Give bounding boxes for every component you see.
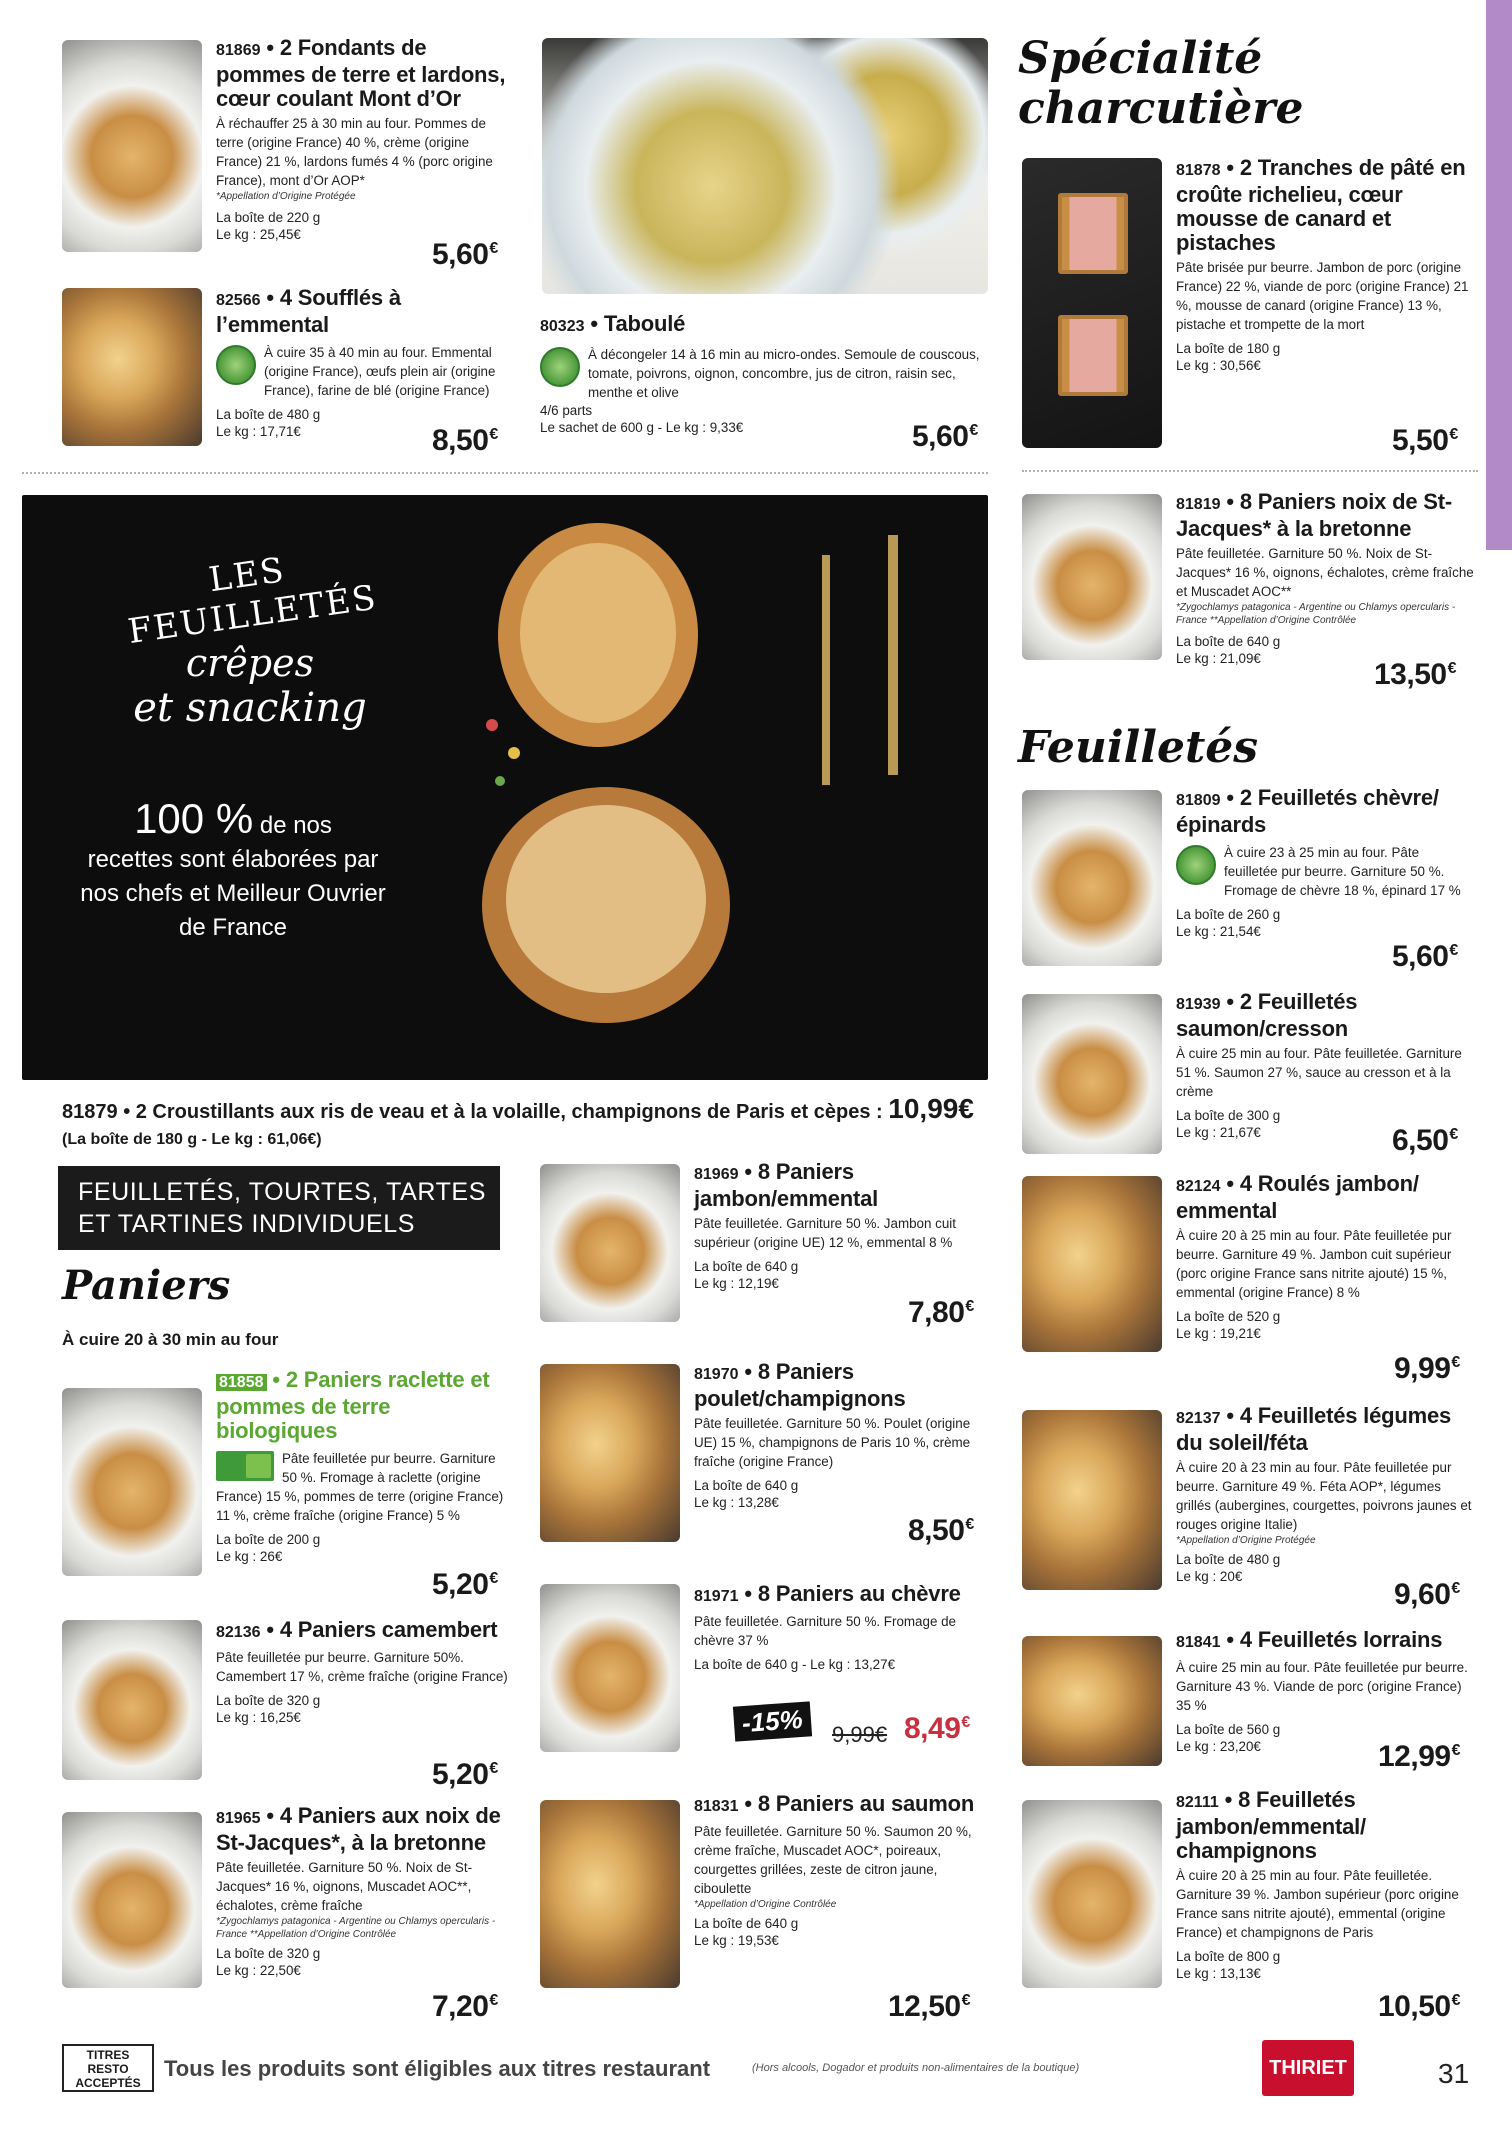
category-heading: FEUILLETÉS, TOURTES, TARTES ET TARTINES INDIVIDUELS [58, 1166, 500, 1250]
banner-title-line1: LES FEUILLETÉS [125, 550, 380, 653]
product-weight: Le sachet de 600 g - Le kg : 9,33€ [540, 420, 744, 435]
resto-logo: TITRES RESTO ACCEPTÉS [62, 2044, 154, 2092]
product-photo [1022, 494, 1162, 660]
product-title: 81858 • 2 Paniers raclette et pommes de terre biologiques [216, 1367, 490, 1443]
product-kg: Le kg : 30,56€ [1176, 358, 1261, 373]
product-parts: 4/6 parts [540, 403, 593, 418]
knife-icon [888, 535, 898, 775]
product-weight: La boîte de 480 g [1176, 1552, 1281, 1567]
product-photo [1022, 790, 1162, 966]
product-desc: Pâte feuilletée. Garniture 50 %. Noix de St-Jacques* 16 %, oignons, Muscadet AOC**, échalotes, crème fraîche [216, 1860, 473, 1913]
quality-badge-icon [216, 345, 256, 385]
product-photo [1022, 1410, 1162, 1590]
product-note: *Zygochlamys patagonica - Argentine ou Chlamys opercularis - France **Appellation d’Origine Contrôlée [1176, 602, 1456, 626]
product-photo [540, 1364, 680, 1542]
product-photo [62, 288, 202, 446]
product-kg: Le kg : 13,13€ [1176, 1966, 1261, 1981]
product-kg: Le kg : 21,54€ [1176, 924, 1261, 939]
product-weight: La boîte de 180 g [1176, 341, 1281, 356]
footer-text: Tous les produits sont éligibles aux titres restaurant [164, 2056, 711, 2081]
product-title: 81878 • 2 Tranches de pâté en croûte richelieu, cœur mousse de canard et pistaches [1176, 155, 1466, 255]
product-price: 8,49€ [904, 1712, 970, 1745]
brand-logo: THIRIET [1262, 2040, 1354, 2096]
croustillant-detail: (La boîte de 180 g - Le kg : 61,06€) [62, 1131, 322, 1148]
banner-title-line3: et snacking [133, 685, 367, 731]
product-desc: À cuire 20 à 23 min au four. Pâte feuilletée pur beurre. Garniture 49 %. Féta AOP*, légumes grillés (aubergines, courgettes, poivrons jaunes et rouges origine Italie) [1176, 1460, 1472, 1532]
product-title: 82137 • 4 Feuilletés légumes du soleil/féta [1176, 1403, 1452, 1455]
old-price: 9,99€ [832, 1722, 888, 1747]
product-price: 7,20€ [432, 1990, 498, 2023]
product-photo [62, 1620, 202, 1780]
product-kg: Le kg : 26€ [216, 1549, 283, 1564]
product-title: 81969 • 8 Paniers jambon/emmental [694, 1159, 879, 1211]
product-photo [1022, 1800, 1162, 1988]
product-kg: Le kg : 21,09€ [1176, 651, 1261, 666]
product-photo [1022, 1176, 1162, 1352]
product-price: 7,80€ [908, 1296, 974, 1329]
product-photo [1022, 994, 1162, 1154]
product-desc: À réchauffer 25 à 30 min au four. Pommes de terre (origine France) 40 %, crème (origine France) 21 %, lardons fumés 4 % (porc origine France), mont d’Or AOP* [216, 116, 493, 188]
product-note: *Appellation d’Origine Protégée [216, 191, 356, 202]
section-paniers-sub: À cuire 20 à 30 min au four [62, 1330, 279, 1349]
product-price: 5,60€ [432, 238, 498, 271]
product-weight: La boîte de 200 g [216, 1532, 321, 1547]
product-title: 81819 • 8 Paniers noix de St-Jacques* à la bretonne [1176, 489, 1453, 541]
banner-text: recettes sont élaborées par nos chefs et Meilleur Ouvrier de France [80, 846, 386, 941]
product-photo [542, 38, 988, 294]
product-title: 81841 • 4 Feuilletés lorrains [1176, 1627, 1443, 1652]
product-kg: Le kg : 19,53€ [694, 1933, 779, 1948]
footer [0, 2040, 1512, 2142]
product-title: 81939 • 2 Feuilletés saumon/cresson [1176, 989, 1358, 1041]
product-desc: Pâte feuilletée. Garniture 50 %. Noix de St-Jacques* 16 %, oignons, échalotes, crème fraîche et Muscadet AOC** [1176, 546, 1474, 599]
product-weight: La boîte de 320 g [216, 1946, 321, 1961]
product-weight: La boîte de 260 g [1176, 907, 1281, 922]
croustillant-line[interactable] [62, 1093, 982, 1153]
product-price: 13,50€ [1374, 658, 1456, 691]
product-price: 9,99€ [1394, 1352, 1460, 1385]
product-kg: Le kg : 16,25€ [216, 1710, 301, 1725]
product-price: 10,50€ [1378, 1990, 1460, 2023]
croustillant-text: • 2 Croustillants aux ris de veau et à la volaille, champignons de Paris et cèpes : [123, 1101, 883, 1123]
discount-badge: -15% [733, 1701, 812, 1741]
product-weight: La boîte de 320 g [216, 1693, 321, 1708]
product-photo [540, 1164, 680, 1322]
product-title: 82136 • 4 Paniers camembert [216, 1617, 498, 1642]
product-title: 82111 • 8 Feuilletés jambon/emmental/ champignons [1176, 1787, 1366, 1863]
product-kg: Le kg : 20€ [1176, 1569, 1243, 1584]
croustillant-code: 81879 [62, 1101, 118, 1123]
product-title: 81869 • 2 Fondants de pommes de terre et lardons, cœur coulant Mont d’Or [216, 35, 506, 111]
product-desc: Pâte feuilletée. Garniture 50 %. Jambon cuit supérieur (origine UE) 12 %, emmental 8 % [694, 1216, 957, 1250]
divider [1022, 470, 1478, 472]
section-paniers: Paniers [62, 1262, 231, 1309]
product-price: 9,60€ [1394, 1578, 1460, 1611]
product-desc: À cuire 35 à 40 min au four. Emmental (origine France), œufs plein air (origine France), farine de blé (origine France) [264, 345, 496, 398]
product-desc: À cuire 20 à 25 min au four. Pâte feuilletée pur beurre. Garniture 49 %. Jambon cuit supérieur (porc origine France sans nitrite ajouté) 15 %, emmental (origine France) 8 % [1176, 1228, 1452, 1300]
product-photo [540, 1584, 680, 1752]
purple-strip [1486, 0, 1512, 550]
product-title: 82124 • 4 Roulés jambon/ emmental [1176, 1171, 1419, 1223]
product-price: 12,50€ [888, 1990, 970, 2023]
product-desc: À cuire 20 à 25 min au four. Pâte feuilletée. Garniture 39 %. Jambon supérieur (porc origine France sans nitrite ajouté), emmental (origine France) et champignons de Paris [1176, 1868, 1459, 1940]
product-desc: À décongeler 14 à 16 min au micro-ondes. Semoule de couscous, tomate, poivrons, oignon, concombre, jus de citron, raisin sec, menthe et olive [588, 347, 980, 400]
page-number: 31 [1438, 2058, 1470, 2089]
product-price: 5,60€ [912, 420, 978, 453]
product-kg: Le kg : 22,50€ [216, 1963, 301, 1978]
feuillete-top-inner [520, 543, 676, 723]
product-title: 80323 • Taboulé [540, 311, 686, 336]
product-weight: La boîte de 640 g [694, 1478, 799, 1493]
product-note: *Appellation d’Origine Contrôlée [694, 1899, 837, 1910]
section-feuilletes: Feuilletés [1018, 722, 1259, 773]
product-price: 8,50€ [908, 1514, 974, 1547]
product-photo [1022, 1636, 1162, 1766]
product-title: 81970 • 8 Paniers poulet/champignons [694, 1359, 906, 1411]
footer-note: (Hors alcools, Dogador et produits non-alimentaires de la boutique) [752, 2062, 1080, 2074]
organic-label-icon [216, 1451, 274, 1481]
product-price: 12,99€ [1378, 1740, 1460, 1773]
croustillant-price: 10,99€ [888, 1093, 974, 1124]
product-price: 5,20€ [432, 1758, 498, 1791]
product-weight: La boîte de 640 g [1176, 634, 1281, 649]
banner-pct-tail: de nos [253, 812, 332, 839]
product-weight: La boîte de 520 g [1176, 1309, 1281, 1324]
product-note: *Zygochlamys patagonica - Argentine ou Chlamys opercularis - France **Appellation d’Origine Contrôlée [216, 1916, 496, 1940]
banner-title-line2: crêpes [185, 641, 315, 685]
product-price: 5,20€ [432, 1568, 498, 1601]
feuillete-bottom-inner [506, 805, 706, 993]
product-weight: La boîte de 640 g [694, 1916, 799, 1931]
product-weight: La boîte de 480 g [216, 407, 321, 422]
product-desc: Pâte feuilletée. Garniture 50 %. Poulet (origine UE) 15 %, champignons de Paris 10 %, crème fraîche (origine France) [694, 1416, 971, 1469]
section-specialite: Spécialité charcutière [1018, 33, 1304, 134]
product-kg: Le kg : 25,45€ [216, 227, 301, 242]
product-note: *Appellation d’Origine Protégée [1176, 1535, 1316, 1546]
product-weight: La boîte de 640 g - Le kg : 13,27€ [694, 1657, 896, 1672]
product-price: 6,50€ [1392, 1124, 1458, 1157]
product-title: 81971 • 8 Paniers au chèvre [694, 1581, 961, 1606]
product-price: 5,60€ [1392, 940, 1458, 973]
product-price: 8,50€ [432, 424, 498, 457]
product-title: 81809 • 2 Feuilletés chèvre/épinards [1176, 785, 1439, 837]
product-desc: Pâte feuilletée. Garniture 50 %. Fromage de chèvre 37 % [694, 1614, 957, 1648]
promo-banner [22, 495, 988, 1080]
product-kg: Le kg : 17,71€ [216, 424, 301, 439]
product-title: 81831 • 8 Paniers au saumon [694, 1791, 975, 1816]
product-desc: Pâte feuilletée pur beurre. Garniture 50%. Camembert 17 %, crème fraîche (origine France) [216, 1650, 508, 1684]
product-photo [62, 1388, 202, 1576]
product-weight: La boîte de 220 g [216, 210, 321, 225]
product-photo [62, 40, 202, 252]
product-price: 5,50€ [1392, 424, 1458, 457]
fork-icon [822, 555, 830, 785]
product-desc: À cuire 23 à 25 min au four. Pâte feuilletée pur beurre. Garniture 50 %. Fromage de chèvre 18 %, épinard 17 % [1224, 845, 1461, 898]
product-photo [62, 1812, 202, 1988]
product-photo [1022, 158, 1162, 448]
product-kg: Le kg : 23,20€ [1176, 1739, 1261, 1754]
divider [22, 472, 988, 474]
product-weight: La boîte de 640 g [694, 1259, 799, 1274]
product-kg: Le kg : 19,21€ [1176, 1326, 1261, 1341]
product-title: 82566 • 4 Soufflés à l’emmental [216, 285, 401, 337]
product-weight: La boîte de 560 g [1176, 1722, 1281, 1737]
banner-pct: 100 % [134, 795, 254, 842]
product-title: 81965 • 4 Paniers aux noix de St-Jacques*, à la bretonne [216, 1803, 501, 1855]
product-kg: Le kg : 13,28€ [694, 1495, 779, 1510]
quality-badge-icon [540, 347, 580, 387]
quality-badge-icon [1176, 845, 1216, 885]
product-desc: À cuire 25 min au four. Pâte feuilletée. Garniture 51 %. Saumon 27 %, sauce au cresson et à la crème [1176, 1046, 1462, 1099]
product-desc: Pâte feuilletée. Garniture 50 %. Saumon 20 %, crème fraîche, Muscadet AOC*, poireaux, courgettes grillées, zeste de citron jaune, ciboulette [694, 1824, 972, 1896]
product-weight: La boîte de 300 g [1176, 1108, 1281, 1123]
product-kg: Le kg : 12,19€ [694, 1276, 779, 1291]
product-kg: Le kg : 21,67€ [1176, 1125, 1261, 1140]
product-desc: À cuire 25 min au four. Pâte feuilletée pur beurre. Garniture 43 %. Viande de porc (origine France) 35 % [1176, 1660, 1468, 1713]
product-desc: Pâte brisée pur beurre. Jambon de porc (origine France) 22 %, viande de porc (origine France) 21 %, mousse de canard (origine France) 13 %, pistache et trompette de la mort [1176, 260, 1469, 332]
product-photo [540, 1800, 680, 1988]
product-desc: Pâte feuilletée pur beurre. Garniture 50 %. Fromage à raclette (origine France) 15 %, pommes de terre (origine France) 11 %, crème fraîche (origine France) 5 % [216, 1451, 504, 1523]
product-weight: La boîte de 800 g [1176, 1949, 1281, 1964]
